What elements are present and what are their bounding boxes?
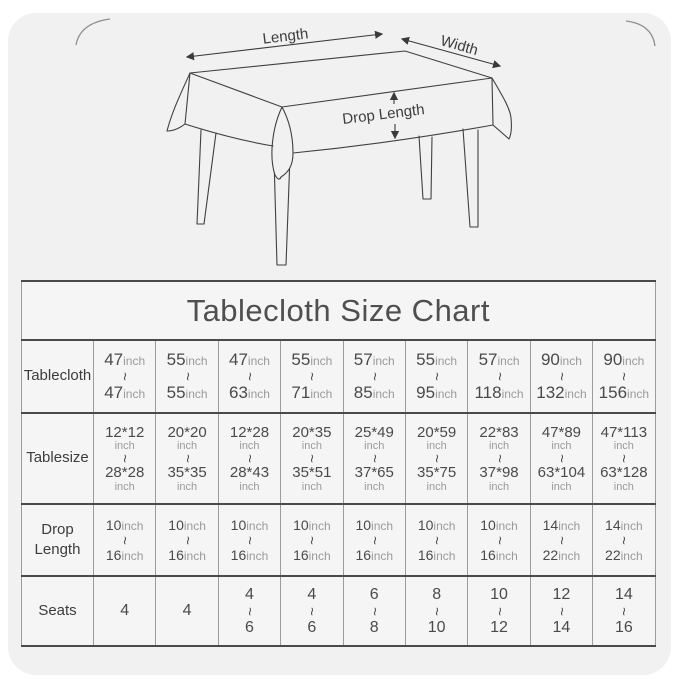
cell-tablecloth-6: 55inch ~ 95inch <box>405 340 467 413</box>
cloth-right-edge <box>492 78 493 125</box>
cloth-hem-left <box>185 124 273 146</box>
cloth-left-edge <box>185 73 190 124</box>
range-wave-icon: ~ <box>428 372 446 381</box>
chart-title: Tablecloth Size Chart <box>22 281 656 340</box>
drop-length-label: Drop Length <box>341 101 426 129</box>
range-wave-icon: ~ <box>365 454 383 463</box>
range-wave-icon: ~ <box>303 535 321 545</box>
table-row-tablecloth <box>22 340 656 413</box>
cell-drop-length-5: 10inch ~ 16inch <box>343 504 405 576</box>
cell-tablesize-8: 47*89 inch ~ 63*104 inch <box>530 413 592 504</box>
cell-tablecloth-8: 90inch ~ 132inch <box>530 340 592 413</box>
cell-tablecloth-1: 47inch ~ 47inch <box>94 340 156 413</box>
cell-tablesize-7: 22*83 inch ~ 37*98 inch <box>468 413 530 504</box>
cell-drop-length-4: 10inch ~ 16inch <box>281 504 343 576</box>
cell-tablesize-6: 20*59 inch ~ 35*75 inch <box>405 413 467 504</box>
cell-tablecloth-9: 90inch ~ 156inch <box>593 340 655 413</box>
cell-seats-5: 6 ~ 8 <box>343 576 405 646</box>
cell-drop-length-3: 10inch ~ 16inch <box>218 504 280 576</box>
range-wave-icon: ~ <box>178 535 196 545</box>
table-leg <box>419 136 432 199</box>
cell-tablesize-3: 12*28 inch ~ 28*43 inch <box>218 413 280 504</box>
range-wave-icon: ~ <box>552 372 570 381</box>
table-illustration <box>167 51 511 265</box>
range-wave-icon: ~ <box>490 454 508 463</box>
row-label-tablesize: Tablesize <box>22 413 94 504</box>
corner-arc-left-icon <box>76 19 110 45</box>
cell-tablesize-2: 20*20 inch ~ 35*35 inch <box>156 413 218 504</box>
table-row-tablesize <box>22 413 656 504</box>
tablecloth-diagram <box>0 0 679 278</box>
chart-title-row <box>22 281 656 340</box>
range-wave-icon: ~ <box>240 606 258 616</box>
cell-drop-length-1: 10inch ~ 16inch <box>94 504 156 576</box>
range-wave-icon: ~ <box>490 535 508 545</box>
cell-drop-length-8: 14inch ~ 22inch <box>530 504 592 576</box>
cell-seats-9: 14 ~ 16 <box>593 576 655 646</box>
range-wave-icon: ~ <box>428 535 446 545</box>
table-leg <box>463 129 478 227</box>
range-wave-icon: ~ <box>178 454 196 463</box>
range-wave-icon: ~ <box>552 606 570 616</box>
range-wave-icon: ~ <box>615 372 633 381</box>
range-wave-icon: ~ <box>490 372 508 381</box>
range-wave-icon: ~ <box>240 454 258 463</box>
table-row-drop-length <box>22 504 656 576</box>
cell-seats-4: 4 ~ 6 <box>281 576 343 646</box>
range-wave-icon: ~ <box>365 606 383 616</box>
tablecloth-top <box>190 51 492 107</box>
cell-tablesize-9: 47*113 inch ~ 63*128 inch <box>593 413 655 504</box>
row-label-seats: Seats <box>22 576 94 646</box>
range-wave-icon: ~ <box>116 535 134 545</box>
range-wave-icon: ~ <box>303 454 321 463</box>
cell-seats-8: 12 ~ 14 <box>530 576 592 646</box>
width-label: Width <box>438 32 481 60</box>
length-label: Length <box>261 25 310 48</box>
range-wave-icon: ~ <box>240 535 258 545</box>
range-wave-icon: ~ <box>552 535 570 545</box>
table-row-seats <box>22 576 656 646</box>
cell-tablesize-5: 25*49 inch ~ 37*65 inch <box>343 413 405 504</box>
size-chart-table <box>21 280 656 647</box>
right-drape <box>492 78 511 139</box>
range-wave-icon: ~ <box>303 606 321 616</box>
corner-arc-right-icon <box>626 21 655 46</box>
cell-tablecloth-7: 57inch ~ 118inch <box>468 340 530 413</box>
cell-tablecloth-5: 57inch ~ 85inch <box>343 340 405 413</box>
cell-tablesize-4: 20*35 inch ~ 35*51 inch <box>281 413 343 504</box>
table-leg <box>197 130 216 224</box>
range-wave-icon: ~ <box>116 372 134 381</box>
cell-tablecloth-2: 55inch ~ 55inch <box>156 340 218 413</box>
range-wave-icon: ~ <box>615 454 633 463</box>
range-wave-icon: ~ <box>490 606 508 616</box>
cell-tablecloth-3: 47inch ~ 63inch <box>218 340 280 413</box>
range-wave-icon: ~ <box>116 454 134 463</box>
cell-drop-length-9: 14inch ~ 22inch <box>593 504 655 576</box>
range-wave-icon: ~ <box>178 372 196 381</box>
cell-tablecloth-4: 55inch ~ 71inch <box>281 340 343 413</box>
cell-drop-length-6: 10inch ~ 16inch <box>405 504 467 576</box>
cell-seats-7: 10 ~ 12 <box>468 576 530 646</box>
cell-seats-6: 8 ~ 10 <box>405 576 467 646</box>
range-wave-icon: ~ <box>365 372 383 381</box>
cell-drop-length-7: 10inch ~ 16inch <box>468 504 530 576</box>
row-label-drop-length: Drop Length <box>22 504 94 576</box>
range-wave-icon: ~ <box>615 535 633 545</box>
range-wave-icon: ~ <box>552 454 570 463</box>
cell-seats-1: 4 <box>94 576 156 646</box>
left-drape <box>167 73 190 131</box>
range-wave-icon: ~ <box>365 535 383 545</box>
cell-seats-2: 4 <box>156 576 218 646</box>
range-wave-icon: ~ <box>240 372 258 381</box>
row-label-tablecloth: Tablecloth <box>22 340 94 413</box>
cell-seats-3: 4 ~ 6 <box>218 576 280 646</box>
range-wave-icon: ~ <box>615 606 633 616</box>
range-wave-icon: ~ <box>428 606 446 616</box>
cell-tablesize-1: 12*12 inch ~ 28*28 inch <box>94 413 156 504</box>
cell-drop-length-2: 10inch ~ 16inch <box>156 504 218 576</box>
range-wave-icon: ~ <box>428 454 446 463</box>
range-wave-icon: ~ <box>303 372 321 381</box>
